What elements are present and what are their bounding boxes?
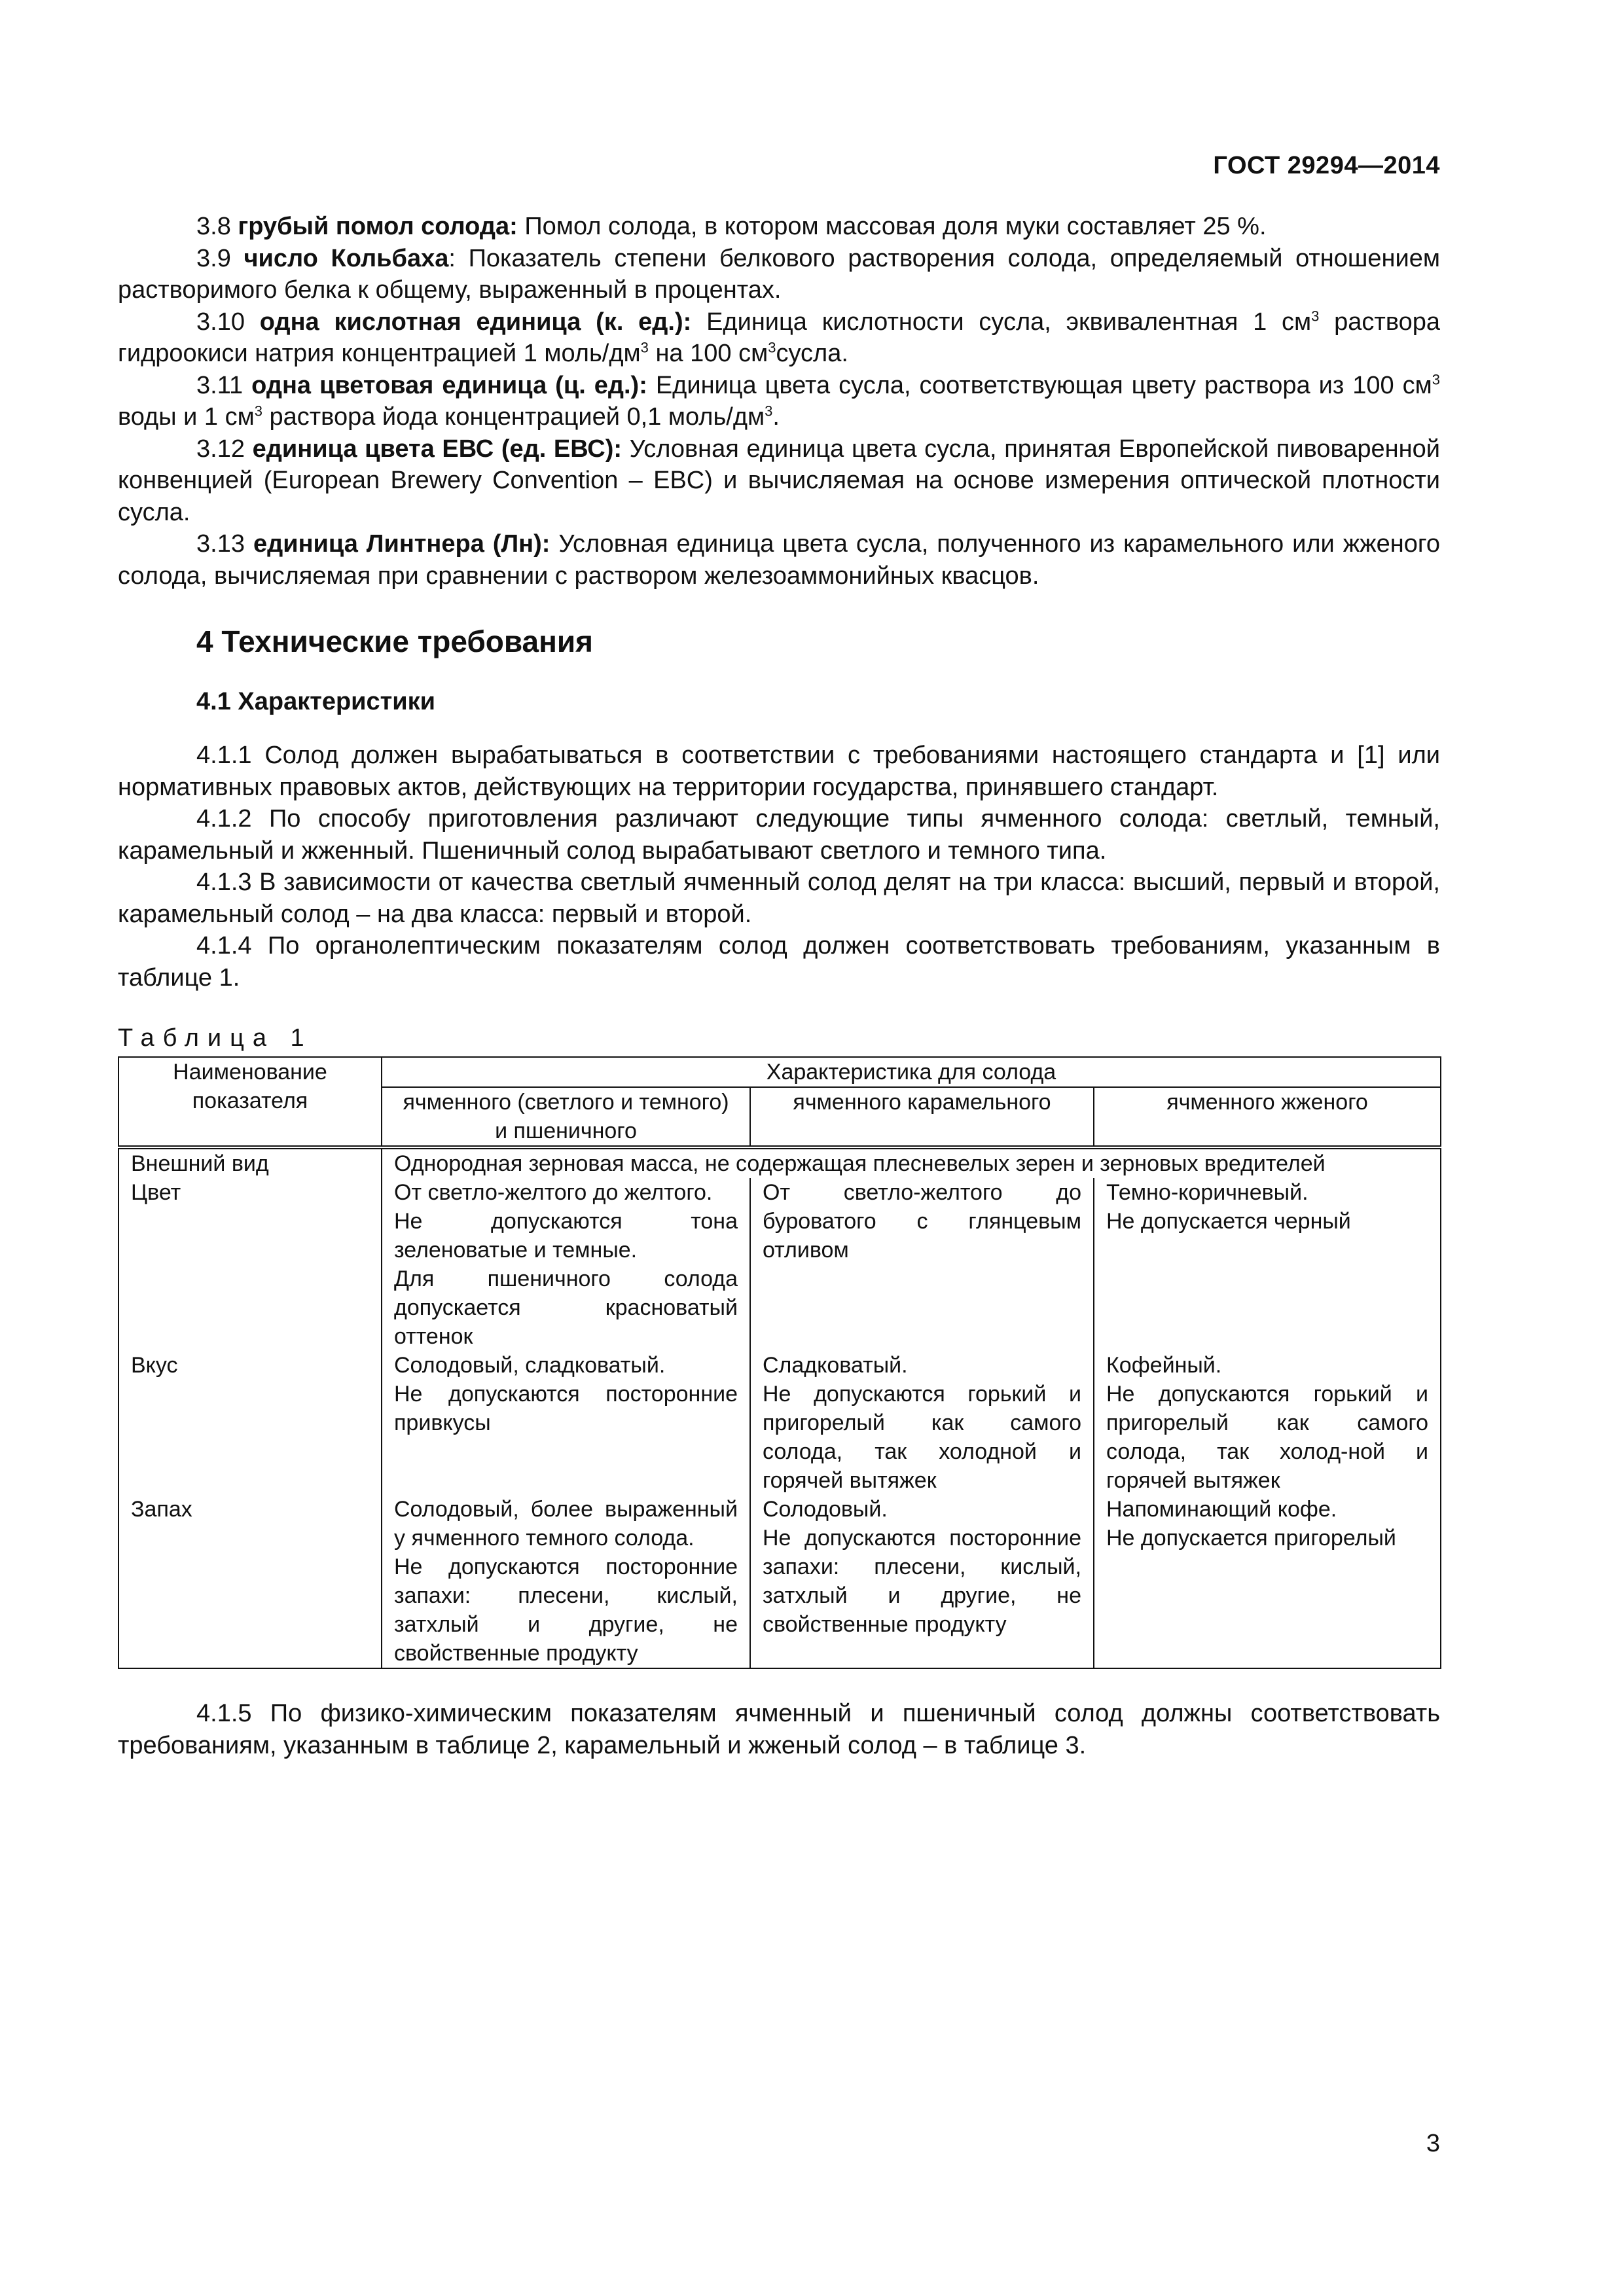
requirement-paragraph: 4.1.2 По способу приготовления различают следующие типы ячменного солода: светлый, темный, карамельный и жженный. Пшеничный солод вырабатывают светлого и темного типа. [118,805,1440,865]
definition-number: 3.13 [196,530,245,558]
cell-text: Не допускаются горький и пригорелый как самого солода, так холод-ной и горячей вытяжек [1106,1382,1428,1493]
cell-text: Для пшеничного солода допускается красноватый оттенок [394,1266,738,1349]
superscript: 3 [254,403,262,420]
table-row [118,1495,1441,1668]
cell-text: Сладковатый. [763,1353,908,1378]
table-row [118,1351,1441,1495]
page-body [118,211,1440,1761]
cell-text: Не допускаются посторонние запахи: плесени, кислый, затхлый и другие, не свойственные продукту [394,1554,738,1666]
definition-text: раствора гидроокиси натрия концентрацией 1 моль/дм [118,308,1440,367]
table-row [118,1147,1441,1178]
header-col-light-dark-wheat: ячменного (светлого и темного) и пшеничного [382,1087,750,1147]
row-cell [750,1495,1094,1668]
definition-term: число Кольбаха [244,244,449,272]
definition-text: Единица цвета сусла, соответствующая цвету раствора из 100 см [647,371,1432,399]
cell-text: От светло-желтого до буроватого с глянцевым отливом [763,1180,1081,1263]
definition-text: Единица кислотности сусла, эквивалентная 1 см [691,308,1312,336]
row-name: Цвет [118,1178,382,1351]
requirement-paragraph: 4.1.3 В зависимости от качества светлый ячменный солод делят на три класса: высший, первый и второй, карамельный солод – на два класса: первый и второй. [118,869,1440,928]
cell-text: Однородная зерновая масса, не содержащая плесневелых зерен и зерновых вредителей [394,1151,1326,1176]
definition-3-11 [118,370,1440,433]
cell-text: Напоминающий кофе. [1106,1497,1337,1522]
definition-text: сусла. [776,340,848,367]
definition-number: 3.11 [196,371,244,399]
row-name: Запах [118,1495,382,1668]
row-name: Внешний вид [118,1147,382,1178]
page-number: 3 [1426,2130,1440,2157]
cell-text: Солодовый. [763,1497,888,1522]
cell-text: Не допускаются тона зеленоватые и темные. [394,1209,738,1263]
cell-text: От светло-желтого до желтого. [394,1180,713,1205]
header-col-caramel: ячменного карамельного [750,1087,1094,1147]
subsection-heading: 4.1 Характеристики [196,688,436,715]
row-cell [382,1178,750,1351]
header-characteristic-group: Характеристика для солода [382,1057,1441,1087]
definition-number: 3.9 [196,244,231,272]
header-indicator-name: Наименование показателя [118,1057,382,1147]
table-row [118,1178,1441,1351]
section-heading: 4 Технические требования [196,624,593,658]
row-cell [1094,1351,1441,1495]
header-col-roasted: ячменного жженого [1094,1087,1441,1147]
superscript: 3 [765,403,773,420]
superscript: 3 [1432,370,1441,387]
requirement-paragraph-after-table: 4.1.5 По физико-химическим показателям ячменный и пшеничный солод должны соответствовать требованиям, указанным в таблице 2, карамельный и жженый солод – в таблице 3. [118,1700,1440,1759]
definition-term: одна цветовая единица (ц. ед.): [251,371,647,399]
definition-3-13 [118,528,1440,592]
table-header-row [118,1057,1441,1087]
row-cell [750,1178,1094,1351]
requirement-paragraph: 4.1.4 По органолептическим показателям солод должен соответствовать требованиям, указанным в таблице 1. [118,932,1440,992]
cell-text: Солодовый, сладковатый. [394,1353,666,1378]
definition-3-8 [118,211,1440,243]
definition-3-10 [118,306,1440,370]
definition-term: единица цвета ЕВС (ед. ЕВС): [252,435,623,463]
definition-term: одна кислотная единица (к. ед.): [259,308,692,336]
definition-text: Условная единица цвета сусла, принятая Европейской пивоваренной конвенцией (European Brewery Convention – EBC) и вычисляемая на основе измерения оптической плотности сусла. [118,435,1441,526]
row-cell [1094,1495,1441,1668]
definition-term: единица Линтнера (Лн): [253,530,550,558]
row-cell [1094,1178,1441,1351]
cell-text: Не допускается пригорелый [1106,1526,1396,1551]
row-cell [382,1351,750,1495]
definition-text: : Показатель степени белкового растворения солода, определяемый отношением растворимого белка к общему, выраженный в процентах. [118,244,1441,304]
definition-text: воды и 1 см [118,403,255,431]
definition-text: раствора йода концентрацией 0,1 моль/дм [262,403,765,431]
row-name: Вкус [118,1351,382,1495]
row-value-merged [382,1147,1441,1178]
cell-text: Темно-коричневый. [1106,1180,1308,1205]
cell-text: Солодовый, более выраженный у ячменного темного солода. [394,1497,738,1551]
definition-text: Помол солода, в котором массовая доля муки составляет 25 %. [517,213,1267,240]
table-caption: Таблица 1 [118,1024,313,1052]
cell-text: Не допускаются посторонние привкусы [394,1382,738,1435]
row-cell [750,1351,1094,1495]
definition-number: 3.10 [196,308,245,336]
requirement-paragraph: 4.1.1 Солод должен вырабатываться в соответствии с требованиями настоящего стандарта и [1] или нормативных правовых актов, действующих на территории государства, принявшего стандарт. [118,742,1440,801]
definition-text: . [772,403,780,431]
document-page [118,0,1440,2296]
superscript: 3 [640,339,649,356]
definition-text: на 100 см [648,340,768,367]
definition-3-12 [118,433,1440,529]
superscript: 3 [768,339,776,356]
cell-text: Кофейный. [1106,1353,1222,1378]
definition-3-9 [118,243,1440,306]
superscript: 3 [1311,307,1320,324]
definition-number: 3.8 [196,213,231,240]
standard-number-header: ГОСТ 29294—2014 [1213,152,1440,179]
organoleptic-table [118,1056,1441,1669]
definition-number: 3.12 [196,435,245,463]
cell-text: Не допускаются горький и пригорелый как самого солода, так холодной и горячей вытяжек [763,1382,1081,1493]
definition-term: грубый помол солода: [238,213,518,240]
cell-text: Не допускаются посторонние запахи: плесени, кислый, затхлый и другие, не свойственные продукту [763,1526,1081,1637]
cell-text: Не допускается черный [1106,1209,1351,1234]
row-cell [382,1495,750,1668]
definition-text: Условная единица цвета сусла, полученного из карамельного или жженого солода, вычисляемая при сравнении с раствором железоаммонийных квасцов. [118,530,1440,590]
